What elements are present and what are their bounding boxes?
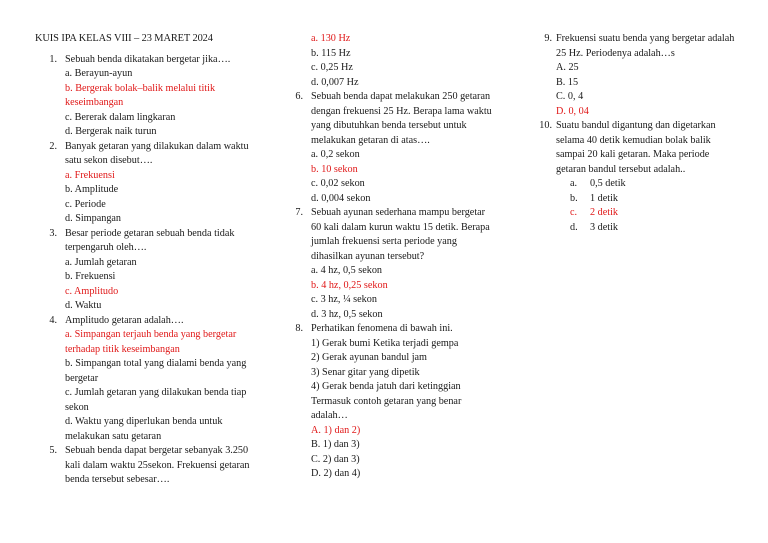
option-text: 3 detik	[590, 221, 619, 233]
question-text: Frekuensi suatu benda yang bergetar adalah 25 Hz. Periodenya adalah…s	[556, 33, 735, 59]
question-text: Sebuah benda dikatakan bergetar jika….	[65, 53, 231, 65]
question-prompt: Termasuk contoh getaran yang benar adalah…	[311, 395, 462, 421]
option-b: b. Simpangan total yang dialami benda yang bergetar	[65, 358, 247, 384]
option-c: c. 0,25 Hz	[311, 62, 353, 73]
option-c: c. Jumlah getaran yang dilakukan benda tiap sekon	[65, 387, 247, 413]
question-number: 3.	[49, 227, 57, 239]
option-c: C. 2) dan 3)	[311, 453, 360, 465]
question-text: Suatu bandul digantung dan digetarkan selama 40 detik kemudian bolak balik sampai 20 kali getaran. Maka periode getaran bandul tersebut adalah..	[556, 120, 716, 175]
option-d	[538, 221, 738, 236]
question-text: Besar periode getaran sebuah benda tidak terpengaruh oleh….	[65, 227, 235, 253]
question-text: Sebuah benda dapat bergetar sebanyak 3.250 kali dalam waktu 25sekon. Frekuensi getaran benda tersebut sebesar….	[65, 445, 250, 485]
question-text: Sebuah benda dapat melakukan 250 getaran dengan frekuensi 25 Hz. Berapa lama waktu yang dibutuhkan benda tersebut untuk melakukan getaran di atas….	[311, 91, 492, 146]
question-number: 5.	[49, 445, 57, 456]
question-number: 4.	[49, 314, 57, 326]
option-text: 0,5 detik	[590, 178, 626, 189]
option-c-correct	[538, 206, 738, 221]
document-title: KUIS IPA KELAS VIII – 23 MARET 2024	[35, 33, 213, 44]
option-c: c. 0,02 sekon	[311, 178, 365, 189]
question-number: 7.	[295, 207, 303, 218]
question-8	[293, 322, 493, 482]
column-3	[538, 32, 738, 235]
option-c: c. Bererak dalam lingkaran	[65, 111, 176, 123]
question-number: 9.	[544, 33, 552, 44]
option-a-correct: a. Frekuensi	[65, 169, 115, 181]
question-6	[293, 90, 493, 206]
question-3	[35, 227, 260, 314]
question-number: 8.	[295, 323, 303, 334]
option-b-correct: b. 10 sekon	[311, 163, 358, 175]
phenomenon-item-4: 4) Gerak benda jatuh dari ketinggian	[311, 381, 461, 392]
option-d-correct: D. 0, 04	[556, 105, 589, 117]
option-a	[538, 177, 738, 192]
option-letter: b.	[570, 192, 578, 204]
option-d: D. 2) dan 4)	[311, 468, 361, 479]
question-5	[35, 444, 260, 488]
phenomenon-item-3: 3) Senar gitar yang dipetik	[311, 366, 420, 378]
question-1	[35, 53, 260, 140]
option-a: a. 4 hz, 0,5 sekon	[311, 265, 383, 276]
question-10	[538, 119, 738, 235]
option-b	[538, 192, 738, 207]
option-d: d. Waktu	[65, 300, 102, 311]
option-a: a. 0,2 sekon	[311, 149, 360, 160]
option-d: d. 0,007 Hz	[311, 76, 359, 88]
option-a-correct: a. Simpangan terjauh benda yang bergetar terhadap titik keseimbangan	[65, 329, 237, 355]
option-a: A. 25	[556, 62, 579, 73]
question-7	[293, 206, 493, 322]
question-text: Perhatikan fenomena di bawah ini.	[311, 323, 453, 334]
option-d: d. 3 hz, 0,5 sekon	[311, 308, 383, 320]
option-d: d. 0,004 sekon	[311, 192, 371, 204]
question-4	[35, 314, 260, 445]
question-2	[35, 140, 260, 227]
option-d: d. Simpangan	[65, 213, 122, 224]
question-text: Amplitudo getaran adalah….	[65, 314, 184, 326]
question-5-options	[293, 32, 493, 90]
option-letter: d.	[570, 221, 578, 233]
option-d: d. Bergerak naik turun	[65, 126, 157, 137]
option-b-correct: b. Bergerak bolak–balik melalui titik keseimbangan	[65, 82, 216, 108]
phenomenon-item-2: 2) Gerak ayunan bandul jam	[311, 352, 427, 363]
question-number: 6.	[295, 91, 303, 102]
option-c: c. Periode	[65, 198, 106, 210]
option-b: B. 15	[556, 76, 579, 88]
question-number: 10.	[539, 120, 552, 131]
option-a-correct: A. 1) dan 2)	[311, 424, 361, 436]
question-number: 2.	[49, 140, 57, 152]
question-number: 1.	[49, 53, 57, 65]
column-1	[35, 32, 260, 488]
option-b: b. Frekuensi	[65, 271, 116, 282]
option-letter: c.	[570, 207, 578, 218]
question-text: Sebuah ayunan sederhana mampu bergetar 60 kali dalam kurun waktu 15 detik. Berapa jumlah frekuensi serta periode yang dihasilkan ayunan tersebut?	[311, 207, 490, 262]
question-text: Banyak getaran yang dilakukan dalam waktu satu sekon disebut….	[65, 140, 249, 166]
option-b: b. 115 Hz	[311, 47, 351, 59]
option-b-correct: b. 4 hz, 0,25 sekon	[311, 279, 388, 291]
option-letter: a.	[570, 178, 578, 189]
option-c-correct: c. Amplitudo	[65, 285, 119, 297]
phenomenon-item-1: 1) Gerak bumi Ketika terjadi gempa	[311, 337, 459, 349]
option-b: b. Amplitude	[65, 184, 119, 195]
option-text: 2 detik	[590, 207, 619, 218]
option-a: a. Berayun-ayun	[65, 68, 133, 79]
column-2	[293, 32, 493, 482]
option-a: a. Jumlah getaran	[65, 256, 137, 268]
option-text: 1 detik	[590, 192, 619, 204]
question-9	[538, 32, 738, 119]
option-b: B. 1) dan 3)	[311, 439, 360, 450]
option-d: d. Waktu yang diperlukan benda untuk melakukan satu getaran	[65, 416, 223, 442]
option-a-correct: a. 130 Hz	[311, 33, 351, 44]
option-c: C. 0, 4	[556, 91, 584, 102]
option-c: c. 3 hz, ¼ sekon	[311, 294, 377, 305]
